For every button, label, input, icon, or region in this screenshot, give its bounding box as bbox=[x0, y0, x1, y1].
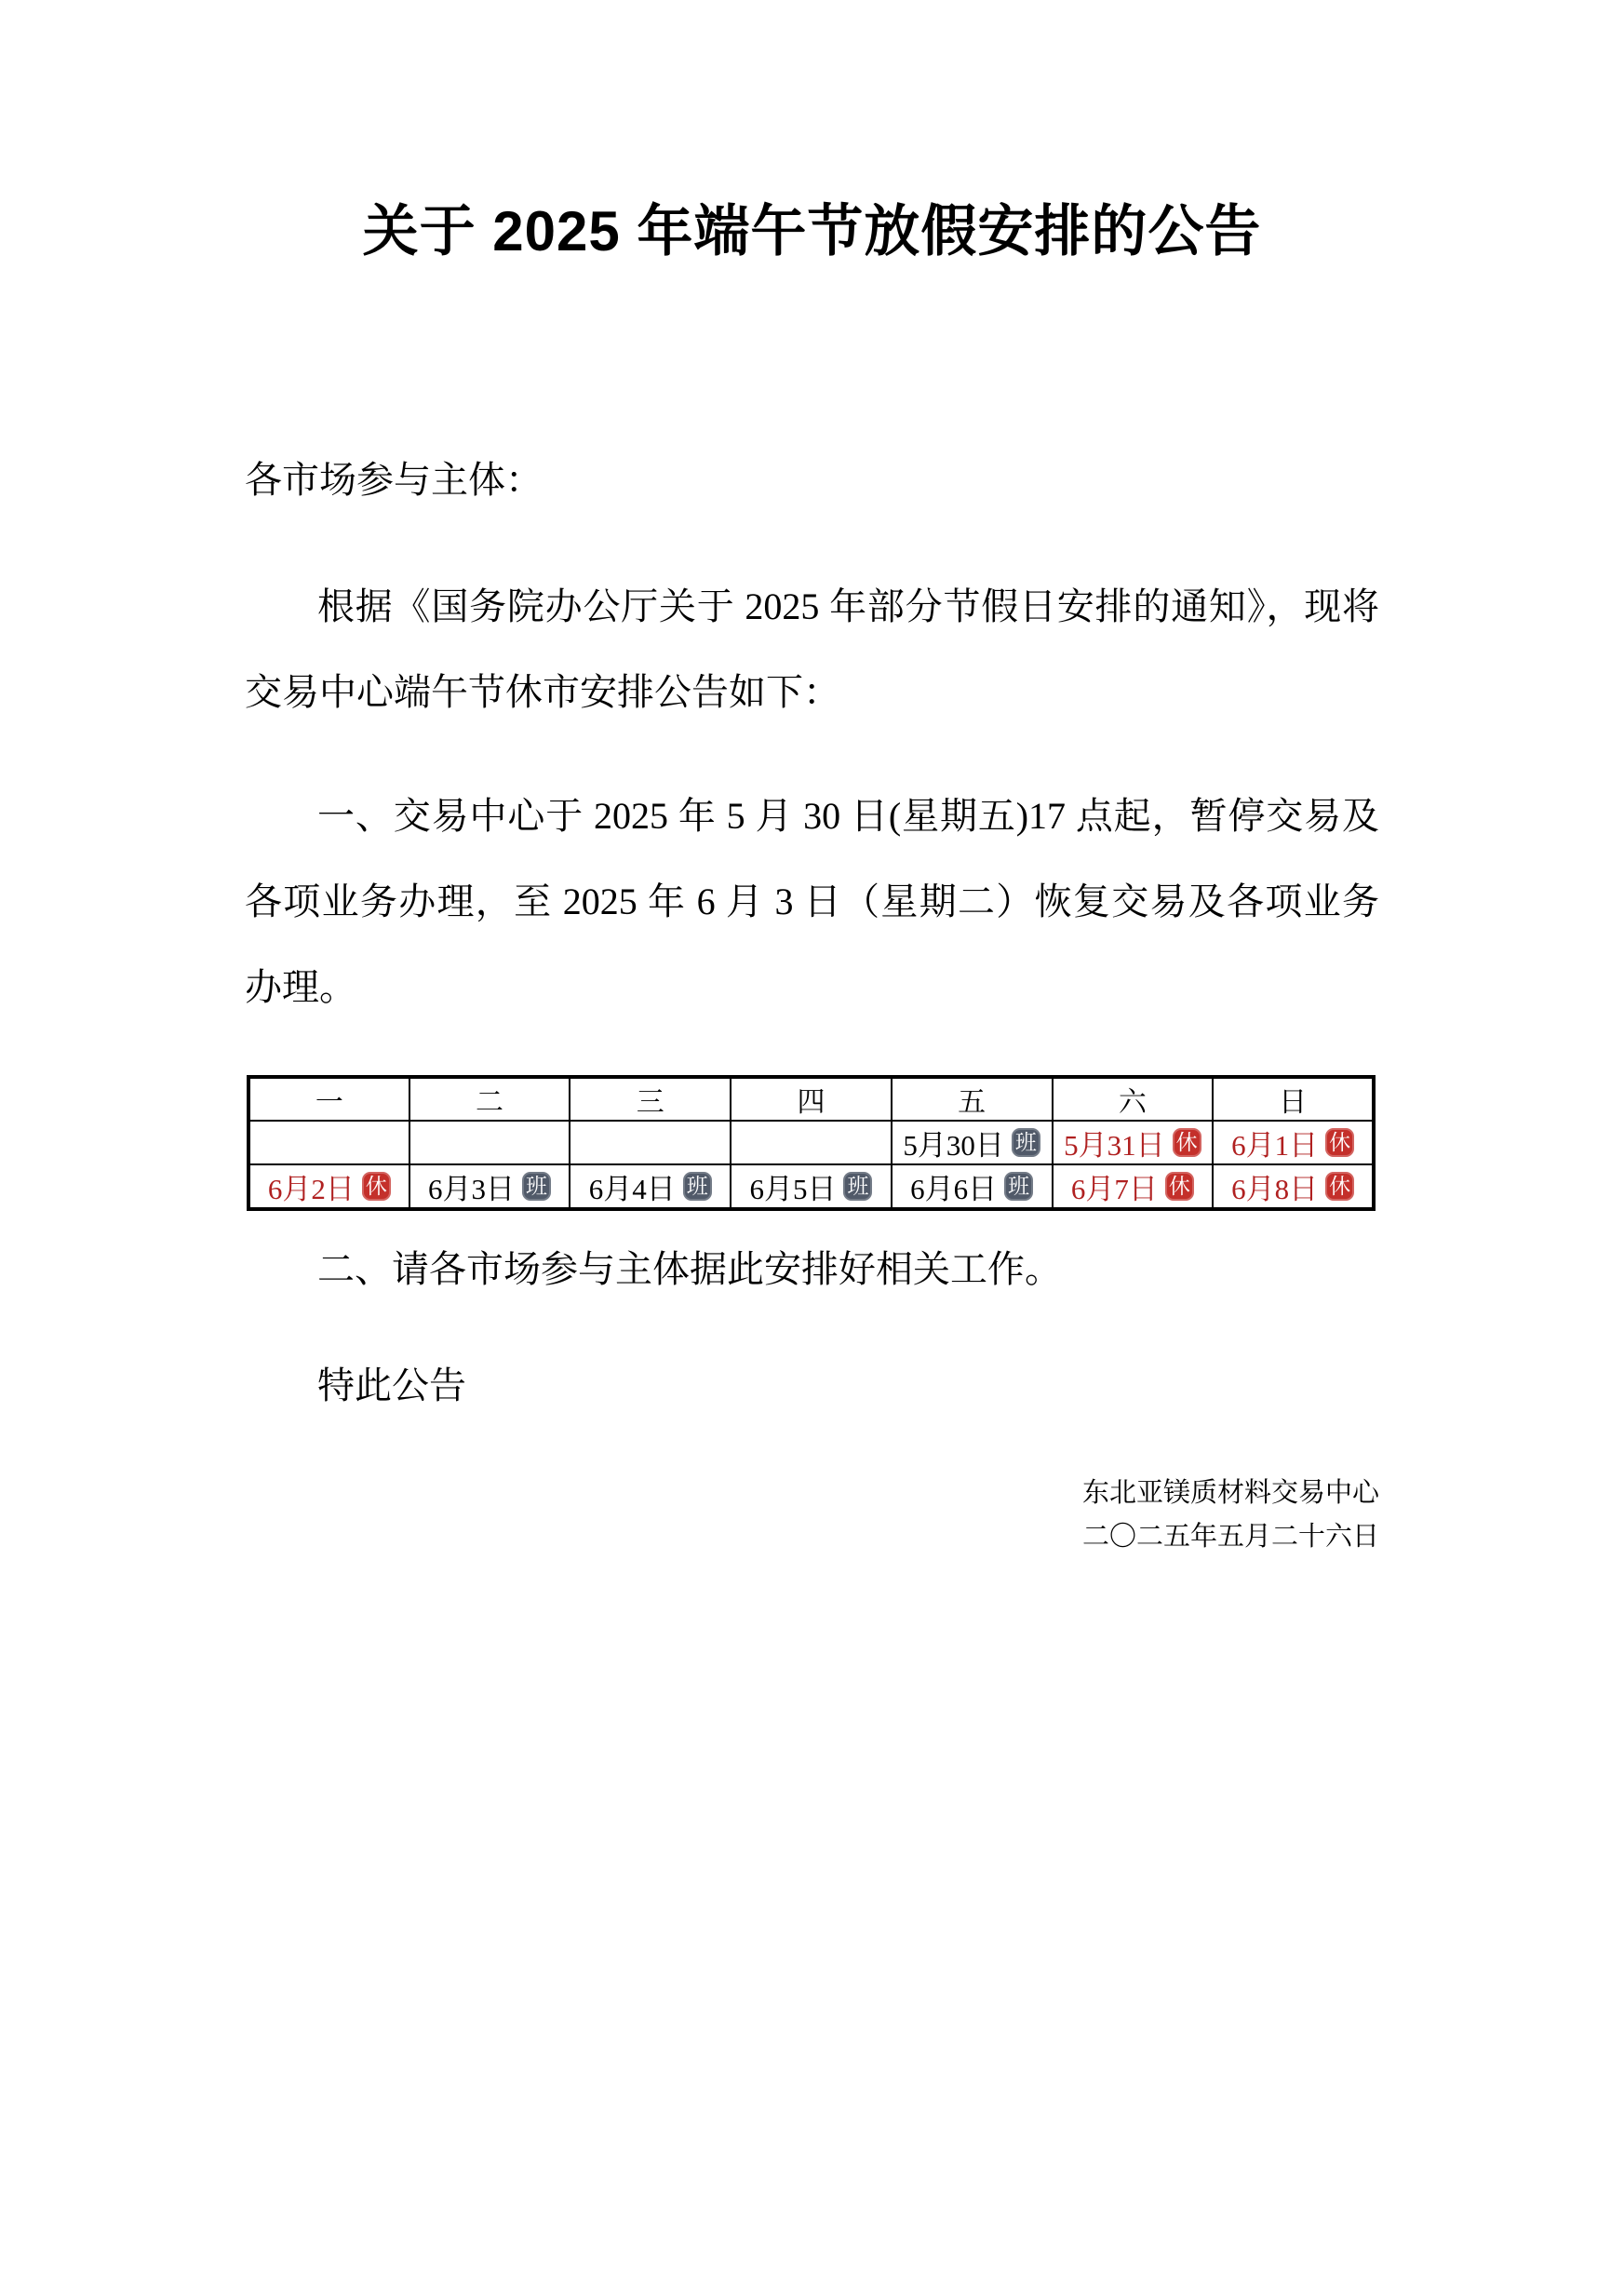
calendar-day-cell bbox=[1213, 1121, 1374, 1164]
calendar-header-row bbox=[248, 1077, 1374, 1121]
work-day-badge: 班 bbox=[1004, 1172, 1033, 1201]
calendar-day-cell bbox=[731, 1164, 892, 1209]
date-label: 6月4日 bbox=[588, 1173, 676, 1205]
work-day-badge: 班 bbox=[843, 1172, 872, 1201]
work-day-badge: 班 bbox=[522, 1172, 551, 1201]
date-label: 6月8日 bbox=[1231, 1173, 1319, 1205]
signature-date: 二〇二五年五月二十六日 bbox=[1081, 1522, 1379, 1552]
calendar-weekday-header: 三 bbox=[570, 1077, 731, 1121]
calendar-weekday-header: 五 bbox=[892, 1077, 1053, 1121]
calendar-day-cell bbox=[409, 1164, 570, 1209]
page-title: 关于 2025 年端午节放假安排的公告 bbox=[362, 200, 1262, 262]
date-label: 6月1日 bbox=[1231, 1129, 1319, 1162]
calendar-weekday-header: 二 bbox=[409, 1077, 570, 1121]
signature-block bbox=[245, 1472, 1379, 1559]
date-label: 6月3日 bbox=[428, 1173, 516, 1205]
calendar-empty-cell bbox=[570, 1121, 731, 1164]
rest-day-badge: 休 bbox=[1173, 1128, 1201, 1157]
calendar-weekday-header: 六 bbox=[1053, 1077, 1214, 1121]
calendar-day-content bbox=[910, 1165, 1033, 1207]
calendar-day-cell bbox=[1053, 1121, 1214, 1164]
rest-day-badge: 休 bbox=[1165, 1172, 1194, 1201]
holiday-arrangement-paragraph: 一、交易中心于 2025 年 5 月 30 日(星期五)17 点起，暂停交易及各项业务办理，至 2025 年 6 月 3 日（星期二）恢复交易及各项业务办理。 bbox=[245, 795, 1379, 1008]
date-label: 5月30日 bbox=[903, 1129, 1004, 1162]
work-day-badge: 班 bbox=[1012, 1128, 1040, 1157]
rest-day-badge: 休 bbox=[1325, 1128, 1354, 1157]
calendar-weekday-header: 一 bbox=[248, 1077, 409, 1121]
calendar-day-cell bbox=[892, 1164, 1053, 1209]
calendar-day-content bbox=[428, 1165, 551, 1207]
calendar-empty-cell bbox=[248, 1121, 409, 1164]
closing-statement: 特此公告 bbox=[317, 1365, 466, 1406]
work-day-badge: 班 bbox=[683, 1172, 712, 1201]
calendar-row bbox=[248, 1164, 1374, 1209]
calendar-day-content bbox=[1231, 1165, 1354, 1207]
date-label: 6月5日 bbox=[749, 1173, 837, 1205]
work-reminder-paragraph: 二、请各市场参与主体据此安排好相关工作。 bbox=[317, 1248, 1062, 1290]
holiday-calendar bbox=[247, 1075, 1376, 1211]
signature-organization: 东北亚镁质材料交易中心 bbox=[1081, 1478, 1379, 1508]
rest-day-badge: 休 bbox=[362, 1172, 391, 1201]
date-label: 5月31日 bbox=[1064, 1129, 1165, 1162]
calendar-weekday-header: 日 bbox=[1213, 1077, 1374, 1121]
calendar-empty-cell bbox=[409, 1121, 570, 1164]
calendar-day-cell bbox=[1053, 1164, 1214, 1209]
date-label: 6月7日 bbox=[1070, 1173, 1158, 1205]
calendar-day-content bbox=[268, 1165, 391, 1207]
salutation: 各市场参与主体： bbox=[245, 459, 543, 501]
calendar-day-cell bbox=[1213, 1164, 1374, 1209]
calendar-day-content bbox=[903, 1122, 1040, 1163]
calendar-empty-cell bbox=[731, 1121, 892, 1164]
date-label: 6月2日 bbox=[267, 1173, 355, 1205]
calendar-day-content bbox=[1071, 1165, 1194, 1207]
calendar-weekday-header: 四 bbox=[731, 1077, 892, 1121]
calendar-day-content bbox=[1064, 1122, 1201, 1163]
date-label: 6月6日 bbox=[910, 1173, 998, 1205]
calendar-day-cell bbox=[248, 1164, 409, 1209]
calendar-day-content bbox=[749, 1165, 872, 1207]
calendar-day-cell bbox=[570, 1164, 731, 1209]
intro-paragraph: 根据《国务院办公厅关于 2025 年部分节假日安排的通知》，现将交易中心端午节休市安排公告如下： bbox=[245, 585, 1379, 713]
rest-day-badge: 休 bbox=[1325, 1172, 1354, 1201]
calendar-day-cell bbox=[892, 1121, 1053, 1164]
calendar-day-content bbox=[589, 1165, 712, 1207]
holiday-calendar-table bbox=[247, 1075, 1376, 1211]
calendar-day-content bbox=[1231, 1122, 1354, 1163]
calendar-row bbox=[248, 1121, 1374, 1164]
